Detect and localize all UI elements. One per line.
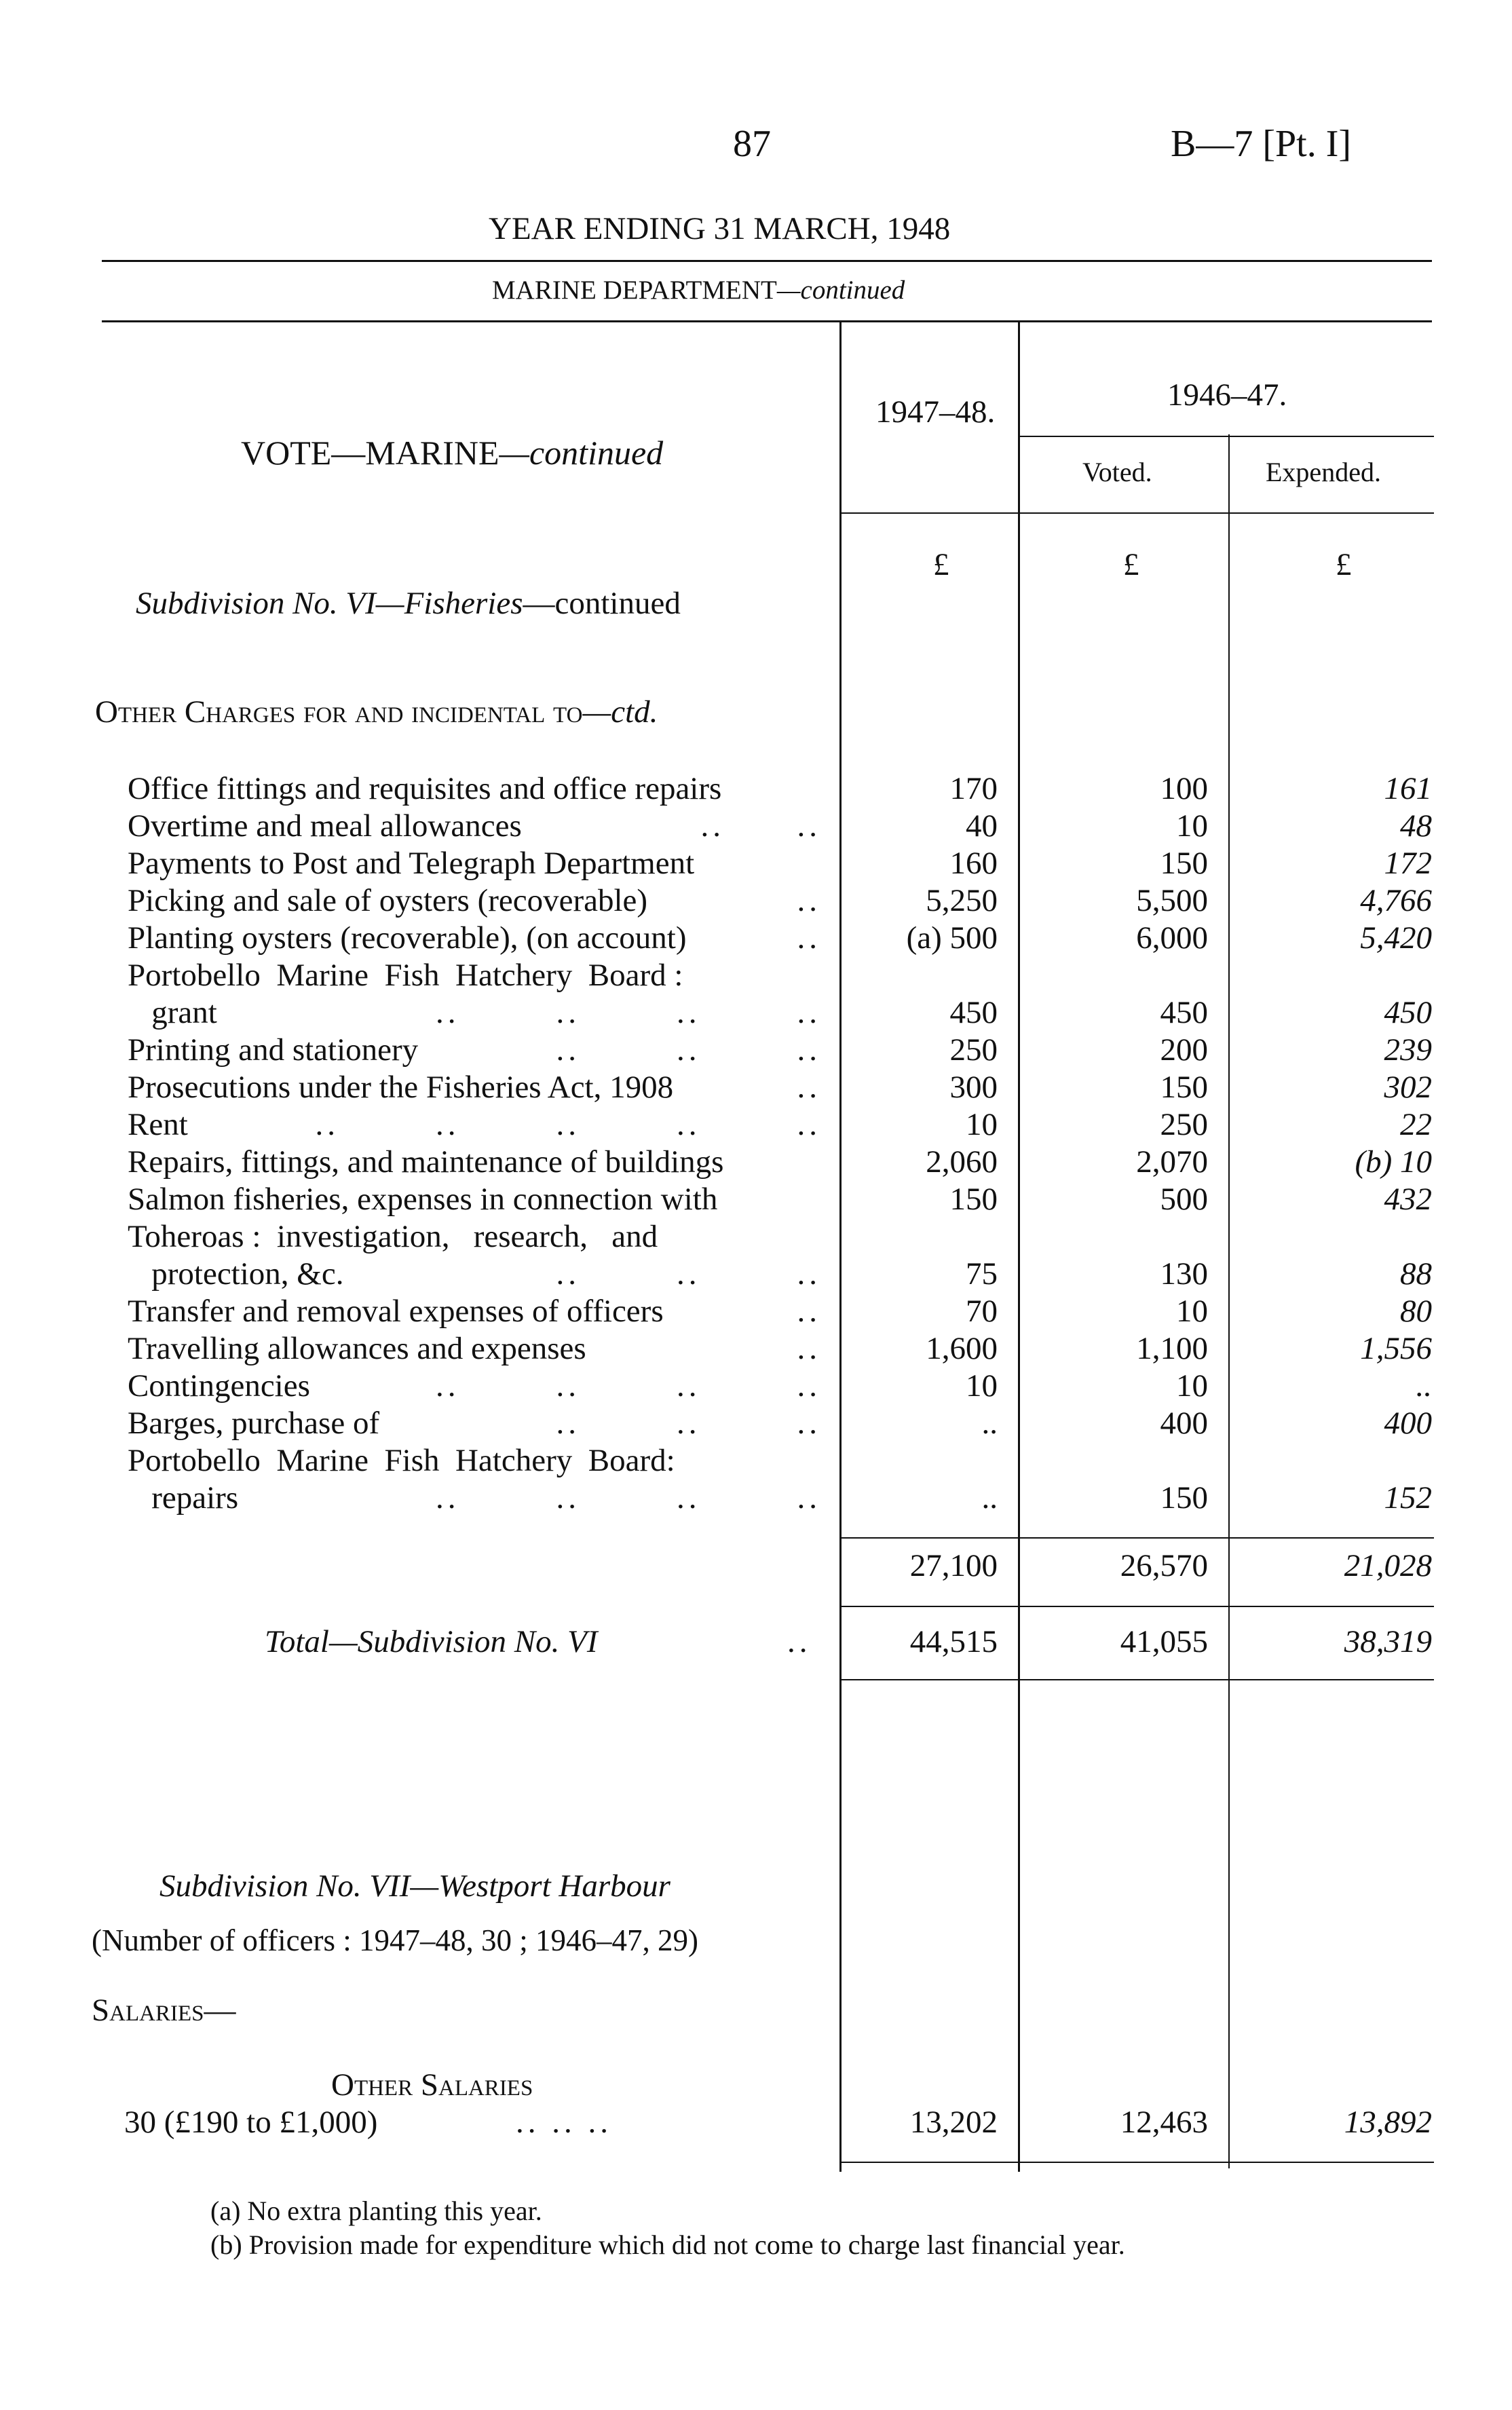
currency-2: £	[1123, 547, 1139, 582]
row-1947-48: 160	[949, 846, 998, 881]
row-dots: .. .. .. ..	[436, 995, 821, 1030]
subdivision-vii-title: Subdivision No. VII—Westport Harbour	[159, 1868, 670, 1904]
row-voted: 500	[1160, 1182, 1208, 1217]
row-label: Travelling allowances and expenses	[128, 1331, 586, 1366]
row-expended: 1,556	[1360, 1331, 1432, 1366]
row-expended: 161	[1384, 771, 1432, 806]
total-1947-48: 44,515	[909, 1624, 998, 1659]
row-1947-48: 150	[949, 1182, 998, 1217]
row-dots: .. .. ..	[556, 1256, 821, 1292]
row-label: Salmon fisheries, expenses in connection with	[128, 1182, 718, 1217]
row-voted: 150	[1160, 1480, 1208, 1515]
row-expended: (b) 10	[1355, 1144, 1432, 1180]
row-voted: 5,500	[1136, 883, 1208, 918]
currency-1: £	[933, 547, 949, 582]
row-voted: 6,000	[1136, 920, 1208, 956]
row-1947-48: 170	[949, 771, 998, 806]
salaries-row-dots: .. .. ..	[516, 2105, 612, 2140]
page-number: 87	[733, 123, 771, 165]
vote-title: VOTE—MARINE—continued	[241, 434, 664, 472]
row-label: Prosecutions under the Fisheries Act, 1908	[128, 1070, 674, 1105]
row-1947-48: 2,060	[926, 1144, 998, 1180]
row-expended: 239	[1384, 1032, 1432, 1068]
row-label: Barges, purchase of	[128, 1406, 380, 1441]
row-expended: 450	[1384, 995, 1432, 1030]
row-dots: .. .. ..	[556, 1406, 821, 1441]
total-vi-dots: ..	[787, 1624, 812, 1659]
row-label: Picking and sale of oysters (recoverable)	[128, 883, 648, 918]
row-1947-48: 250	[949, 1032, 998, 1068]
row-voted: 10	[1176, 808, 1208, 844]
row-expended: 400	[1384, 1406, 1432, 1441]
row-expended: 48	[1400, 808, 1432, 844]
row-label: Portobello Marine Fish Hatchery Board :	[128, 958, 683, 993]
subtotal-voted: 26,570	[1120, 1548, 1208, 1583]
row-1947-48: 10	[966, 1107, 998, 1142]
row-dots: ..	[797, 1331, 821, 1366]
row-expended: 172	[1384, 846, 1432, 881]
row-label: Transfer and removal expenses of officers	[128, 1294, 664, 1329]
total-vi-label: Total—Subdivision No. VI	[265, 1624, 598, 1659]
other-charges-heading: Other Charges for and incidental to—ctd.	[95, 694, 658, 730]
row-1947-48: 300	[949, 1070, 998, 1105]
row-1947-48: 1,600	[926, 1331, 998, 1366]
row-label: Payments to Post and Telegraph Department	[128, 846, 695, 881]
row-voted: 100	[1160, 771, 1208, 806]
subtotal-expended: 21,028	[1344, 1548, 1432, 1583]
row-voted: 450	[1160, 995, 1208, 1030]
row-label: Portobello Marine Fish Hatchery Board:	[128, 1443, 675, 1478]
row-expended: ..	[1416, 1368, 1432, 1404]
row-label: Office fittings and requisites and office repairs	[128, 771, 722, 806]
row-dots: ..	[797, 883, 821, 918]
row-1947-48: 75	[966, 1256, 998, 1292]
row-label: Overtime and meal allowances	[128, 808, 522, 844]
total-expended: 38,319	[1344, 1624, 1432, 1659]
row-dots: .. .. .. .. ..	[315, 1107, 821, 1142]
row-voted: 1,100	[1136, 1331, 1208, 1366]
row-expended: 152	[1384, 1480, 1432, 1515]
row-1947-48: ..	[981, 1480, 998, 1515]
row-voted: 200	[1160, 1032, 1208, 1068]
col-1947-48: 1947–48.	[875, 394, 996, 430]
salaries-row-label: 30 (£190 to £1,000)	[124, 2105, 378, 2140]
row-label: protection, &c.	[128, 1256, 344, 1292]
footnote-b: (b) Provision made for expenditure which did not come to charge last financial year.	[210, 2229, 1125, 2260]
row-expended: 302	[1384, 1070, 1432, 1105]
row-voted: 10	[1176, 1368, 1208, 1404]
row-1947-48: ..	[981, 1406, 998, 1441]
subtotal-1947-48: 27,100	[909, 1548, 998, 1583]
total-voted: 41,055	[1120, 1624, 1208, 1659]
row-1947-48: (a) 500	[906, 920, 998, 956]
officers-count: (Number of officers : 1947–48, 30 ; 1946–47, 29)	[92, 1923, 699, 1957]
row-expended: 5,420	[1360, 920, 1432, 956]
row-dots: .. ..	[700, 808, 821, 844]
footnote-a: (a) No extra planting this year.	[210, 2196, 542, 2226]
row-label: Toheroas : investigation, research, and	[128, 1219, 658, 1254]
row-voted: 250	[1160, 1107, 1208, 1142]
row-dots: .. .. .. ..	[436, 1480, 821, 1515]
row-1947-48: 40	[966, 808, 998, 844]
row-voted: 400	[1160, 1406, 1208, 1441]
row-expended: 22	[1400, 1107, 1432, 1142]
row-label: repairs	[128, 1480, 239, 1515]
row-expended: 80	[1400, 1294, 1432, 1329]
row-dots: ..	[797, 1294, 821, 1329]
salaries-1947-48: 13,202	[909, 2105, 998, 2140]
row-dots: ..	[797, 1070, 821, 1105]
page-ref: B—7 [Pt. I]	[1171, 123, 1351, 165]
row-dots: .. .. ..	[556, 1032, 821, 1068]
other-salaries-heading: Other Salaries	[331, 2067, 533, 2103]
row-label: Contingencies	[128, 1368, 310, 1404]
row-dots: ..	[797, 920, 821, 956]
row-1947-48: 70	[966, 1294, 998, 1329]
salaries-heading: Salaries—	[92, 1993, 236, 2028]
row-label: Repairs, fittings, and maintenance of buildings	[128, 1144, 724, 1180]
salaries-voted: 12,463	[1120, 2105, 1208, 2140]
row-1947-48: 5,250	[926, 883, 998, 918]
row-voted: 10	[1176, 1294, 1208, 1329]
row-1947-48: 10	[966, 1368, 998, 1404]
row-label: Printing and stationery	[128, 1032, 419, 1068]
row-1947-48: 450	[949, 995, 998, 1030]
subdivision-vi-title: Subdivision No. VI—Fisheries—continued	[136, 586, 681, 621]
row-voted: 150	[1160, 846, 1208, 881]
row-expended: 432	[1384, 1182, 1432, 1217]
row-dots: .. .. .. ..	[436, 1368, 821, 1404]
row-label: Rent	[128, 1107, 188, 1142]
row-label: Planting oysters (recoverable), (on account)	[128, 920, 687, 956]
row-voted: 130	[1160, 1256, 1208, 1292]
currency-3: £	[1336, 547, 1352, 582]
col-1946-47: 1946–47.	[1167, 377, 1287, 413]
col-expended: Expended.	[1266, 457, 1381, 487]
row-expended: 88	[1400, 1256, 1432, 1292]
row-expended: 4,766	[1360, 883, 1432, 918]
row-voted: 2,070	[1136, 1144, 1208, 1180]
salaries-expended: 13,892	[1344, 2105, 1432, 2140]
row-voted: 150	[1160, 1070, 1208, 1105]
col-voted: Voted.	[1082, 457, 1152, 487]
row-label: grant	[128, 995, 217, 1030]
department-title: MARINE DEPARTMENT—continued	[492, 276, 905, 305]
year-title: YEAR ENDING 31 MARCH, 1948	[489, 211, 951, 246]
